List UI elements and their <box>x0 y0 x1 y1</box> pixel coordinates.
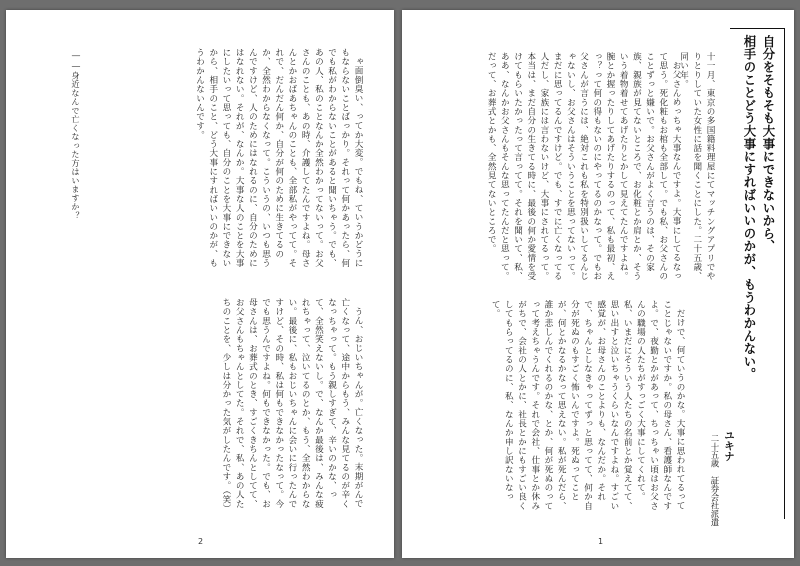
left-upper-paragraph: ゃ面倒臭い、ってか大変。でもね、ていうかどうにもならないことばっかり。それって何かあったら、何でも私がわからないことがあると聞いちゃう。でも、あの人、私のことなんか全然わかってないって。お父さんのことも、あの時、介護してたんですよね。母さんとかおばあちゃんのことも、全部私がやってて。それで、だんだん何か、自分が何のために生きてるのか、全然わからなくなって。こういうの、いつも思うんですけど、人のためにはなれるのに、自分のためにはなれない。それが、なんか。大事な人のことを大事にしたいって思っても、自分のことを大事にできないから、相手のこと、どう大事にすればいいのかが、もうわかんないんです。 <box>194 48 363 268</box>
left-lower-text <box>42 298 364 516</box>
right-upper-paragraph: お父さんめっちゃ大事なんですよ。大事にしてるなって思う。死化粧もお棺も全部して。でも私、お父さんのことずっと嫌いで。お父さんがよく言うのは、その家族、親族が見てないところで、お化粧とか肩とか、そういう着物着せてあげたりとかして見えてたんですよね。腕とか握ったりしてあげたりするのって、私も最初、えっ？って何の得もないのにやってるのかなって。でもお父さんが言うには、絶対これも私を特別扱いしてるんじゃないし、お父さんはそういうことを思ってないって。まだに思ってるんですけど。でも、すでに亡くなってる人だし、家族には言わないけど、大事にされてるって。本当は、まだ自分の生きてる時に、最後の何か愛情を受けてもらいたかったって言ってて。それを聞いて、私、ああ、なんかお父さんもそんな思ってたんだと思って。だって、お葬式とかも、全然見てないところで。 <box>486 52 681 281</box>
left-upper-text <box>94 48 364 276</box>
author-name: ユキナ <box>723 430 735 462</box>
title-box <box>730 28 785 519</box>
author-block <box>708 430 736 526</box>
left-page <box>6 10 394 558</box>
question-text: ――身近なんで亡くなった方はいますか？ <box>71 50 81 220</box>
interview-question <box>68 50 82 278</box>
right-upper-text <box>452 52 682 282</box>
intro-paragraph: 十一月、東京の多国籍料理屋にてマッチングアプリでやりとりしていた女性に話を聞くことにした。二十五歳、同い年。 <box>678 52 715 281</box>
right-page <box>402 10 794 558</box>
intro-text <box>678 52 716 282</box>
page-number-left: 2 <box>198 537 204 546</box>
title-line-2: 相手のことどう大事にすればいいのかが、もうわかんない。 <box>742 35 757 381</box>
right-lower-paragraph: だけで、何ていうのかな。大事に思われてるってことじゃないですか。私の母さん、看護師なんですよ。で、夜勤とかがあって、ちっちゃい頃はお父さんの職場の人たちがすっごく大事にしてくれて。私、いまだにそういう人たちの名前とか覚えてて、思い出すと泣いちゃうくらいなんですよね。すごい感覚が、お母さんのことよりも、なんだか。それで、ちゃんとしなきゃってずっと思ってて、何か自分が死ぬのもすごく怖いんですよ。死ぬってことが、何とかなるかなって思えない。私が死んだら、誰か悲しんでくれるのかな、とか、何が死ぬのってって考えちゃうんです。それで会社、仕事とか休みがちで、会社の人とかに、社長とかにもすごい良くしてもらってるのに、私、なんか申し訳ないなって。 <box>490 300 685 511</box>
right-lower-text <box>446 300 686 516</box>
article-title <box>740 35 778 381</box>
author-meta: 二十五歳 証券会社派遣 <box>710 434 720 527</box>
page-number-right: 1 <box>598 537 604 546</box>
title-line-1: 自分をそもそも大事にできないから、 <box>761 35 776 253</box>
left-lower-paragraph: うん、おじいちゃんが。亡くなった。末期がんで亡くなって、途中からもう、みんな見てるのが辛くなっちゃって。もう親しすぎて、辛いのかな、って、全然笑えないし。で、なんか最後は、みんな疲れちゃって、泣いてるのとか、もう、全然わからない。最後に、私もおじいちゃんに会いに行ったんですけど、その時、私は何もできなかったなって。今でも思うんですよね。何もできなかった。でも、お母さんは、お葬式のとき、すごくきちんとしてて、お父さんもちゃんとしてた。それで、私、あの人たちのことを、少しは分かった気がしたんです。（笑） <box>220 298 363 514</box>
